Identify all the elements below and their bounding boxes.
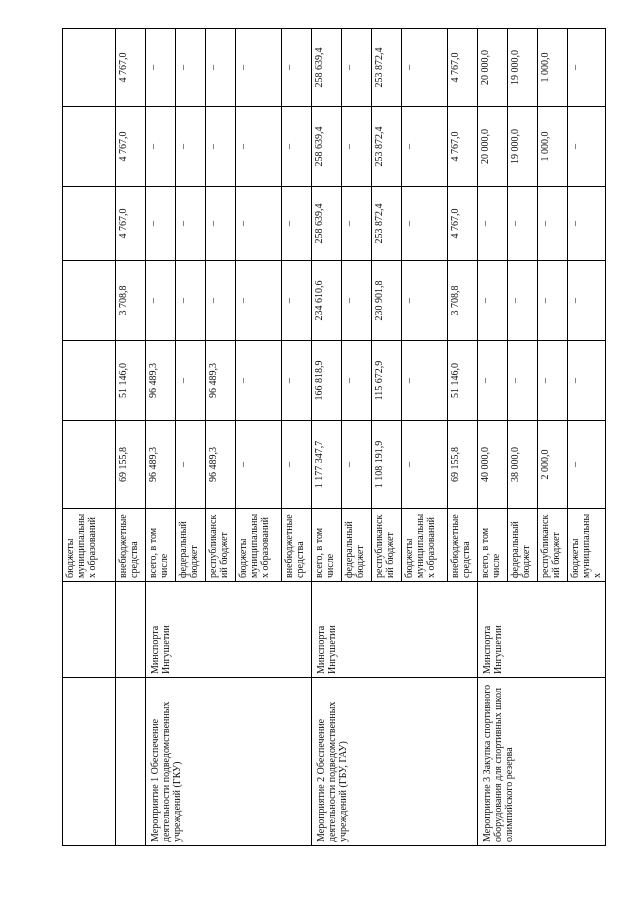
value-cell — [63, 341, 116, 421]
funding-source-cell: всего, в том числе — [312, 509, 342, 582]
empty-name-cell — [116, 678, 146, 846]
value-cell: – — [146, 107, 176, 187]
funding-source-cell: республиканский бюджет — [206, 509, 236, 582]
value-cell: – — [508, 341, 538, 421]
value-cell: 1 108 191,9 — [372, 421, 402, 509]
funding-source-cell: бюджеты муниципальных образований — [402, 509, 448, 582]
value-cell: 96 489,3 — [206, 341, 236, 421]
value-cell: – — [538, 341, 568, 421]
funding-source-cell: федеральный бюджет — [342, 509, 372, 582]
value-cell — [63, 421, 116, 509]
value-cell: – — [538, 261, 568, 341]
value-cell: – — [568, 421, 606, 509]
value-cell: – — [146, 29, 176, 107]
value-cell: 234 610,6 — [312, 261, 342, 341]
value-cell: – — [478, 341, 508, 421]
value-cell: – — [282, 107, 312, 187]
value-cell: – — [176, 187, 206, 261]
value-cell: – — [282, 187, 312, 261]
value-cell: – — [478, 187, 508, 261]
value-cell: 230 901,8 — [372, 261, 402, 341]
value-cell: 51 146,0 — [448, 341, 478, 421]
value-cell: 115 672,9 — [372, 341, 402, 421]
value-cell: 253 872,4 — [372, 187, 402, 261]
value-cell: – — [146, 187, 176, 261]
funding-source-cell: всего, в том числе — [146, 509, 176, 582]
value-cell: – — [236, 261, 282, 341]
value-cell: 20 000,0 — [478, 107, 508, 187]
value-cell: – — [402, 187, 448, 261]
value-cell: – — [236, 29, 282, 107]
value-cell: 19 000,0 — [508, 29, 538, 107]
value-cell: 253 872,4 — [372, 29, 402, 107]
value-cell: – — [236, 421, 282, 509]
value-cell: 38 000,0 — [508, 421, 538, 509]
value-cell: – — [236, 107, 282, 187]
value-cell — [63, 107, 116, 187]
value-cell: 96 489,3 — [206, 421, 236, 509]
value-cell: – — [568, 341, 606, 421]
value-cell: 96 489,3 — [146, 421, 176, 509]
value-cell: – — [342, 107, 372, 187]
value-cell: 69 155,8 — [448, 421, 478, 509]
executor-cell: Минспорта Ингушетии — [146, 582, 312, 678]
value-cell: – — [282, 341, 312, 421]
value-cell: 4 767,0 — [448, 29, 478, 107]
funding-source-cell: республиканский бюджет — [538, 509, 568, 582]
value-cell: 4 767,0 — [116, 29, 146, 107]
value-cell: – — [402, 341, 448, 421]
value-cell: 3 708,8 — [116, 261, 146, 341]
value-cell: – — [508, 261, 538, 341]
value-cell: 40 000,0 — [478, 421, 508, 509]
empty-executor-cell — [63, 582, 116, 678]
funding-source-cell: бюджеты муниципальных образований — [236, 509, 282, 582]
funding-source-cell: внебюджетные средства — [116, 509, 146, 582]
value-cell: 166 818,9 — [312, 341, 342, 421]
funding-source-cell: бюджеты муниципальных — [568, 509, 606, 582]
value-cell: – — [402, 29, 448, 107]
measure-name-cell: Мероприятие 2 Обеспечение деятельности подведомственных учреждений (ГБУ, ГАУ) — [312, 678, 478, 846]
value-cell: – — [342, 341, 372, 421]
budget-table — [62, 28, 606, 846]
table-row — [63, 29, 116, 846]
empty-executor-cell — [116, 582, 146, 678]
value-cell: – — [282, 421, 312, 509]
value-cell: 19 000,0 — [508, 107, 538, 187]
value-cell: – — [342, 187, 372, 261]
table-row — [146, 29, 176, 846]
value-cell — [63, 187, 116, 261]
value-cell: 51 146,0 — [116, 341, 146, 421]
value-cell: – — [282, 29, 312, 107]
table-row — [312, 29, 342, 846]
value-cell: 258 639,4 — [312, 187, 342, 261]
value-cell: 1 177 347,7 — [312, 421, 342, 509]
value-cell: 1 000,0 — [538, 107, 568, 187]
value-cell: 69 155,8 — [116, 421, 146, 509]
executor-cell: Минспорта Ингушетии — [478, 582, 606, 678]
value-cell — [63, 261, 116, 341]
value-cell: 4 767,0 — [116, 107, 146, 187]
value-cell: 1 000,0 — [538, 29, 568, 107]
value-cell: – — [342, 261, 372, 341]
value-cell: – — [402, 107, 448, 187]
value-cell: – — [282, 261, 312, 341]
value-cell: 4 767,0 — [448, 187, 478, 261]
value-cell: – — [176, 29, 206, 107]
funding-source-cell: всего, в том числе — [478, 509, 508, 582]
value-cell: – — [478, 261, 508, 341]
value-cell: – — [568, 261, 606, 341]
measure-name-cell: Мероприятие 1 Обеспечение деятельности подведомственных учреждений (ГКУ) — [146, 678, 312, 846]
value-cell: – — [176, 261, 206, 341]
value-cell: – — [176, 341, 206, 421]
value-cell: – — [342, 421, 372, 509]
value-cell: – — [402, 261, 448, 341]
value-cell — [63, 29, 116, 107]
value-cell: – — [568, 29, 606, 107]
funding-source-cell: федеральный бюджет — [508, 509, 538, 582]
value-cell: – — [568, 187, 606, 261]
value-cell: 258 639,4 — [312, 29, 342, 107]
value-cell: – — [538, 187, 568, 261]
funding-source-cell: бюджеты муниципальных образований — [63, 509, 116, 582]
executor-cell: Минспорта Ингушетии — [312, 582, 478, 678]
value-cell: 2 000,0 — [538, 421, 568, 509]
empty-name-cell — [63, 678, 116, 846]
value-cell: – — [176, 107, 206, 187]
table-row — [478, 29, 508, 846]
value-cell: – — [402, 421, 448, 509]
funding-source-cell: республиканский бюджет — [372, 509, 402, 582]
value-cell: – — [176, 421, 206, 509]
measure-name-cell: Мероприятие 3 Закупка спортивного оборудования для спортивных школ олимпийского резерва — [478, 678, 606, 846]
value-cell: 20 000,0 — [478, 29, 508, 107]
value-cell: – — [342, 29, 372, 107]
funding-source-cell: федеральный бюджет — [176, 509, 206, 582]
funding-source-cell: внебюджетные средства — [282, 509, 312, 582]
value-cell: – — [508, 187, 538, 261]
value-cell: – — [146, 261, 176, 341]
value-cell: 96 489,3 — [146, 341, 176, 421]
value-cell: 3 708,8 — [448, 261, 478, 341]
value-cell: – — [206, 187, 236, 261]
value-cell: 4 767,0 — [116, 187, 146, 261]
value-cell: – — [206, 107, 236, 187]
value-cell: 253 872,4 — [372, 107, 402, 187]
value-cell: 4 767,0 — [448, 107, 478, 187]
value-cell: – — [236, 187, 282, 261]
funding-source-cell: внебюджетные средства — [448, 509, 478, 582]
value-cell: – — [236, 341, 282, 421]
rotated-table-container — [62, 29, 603, 846]
table-body — [63, 29, 606, 846]
value-cell: 258 639,4 — [312, 107, 342, 187]
value-cell: – — [206, 261, 236, 341]
table-row — [116, 29, 146, 846]
value-cell: – — [206, 29, 236, 107]
value-cell: – — [568, 107, 606, 187]
